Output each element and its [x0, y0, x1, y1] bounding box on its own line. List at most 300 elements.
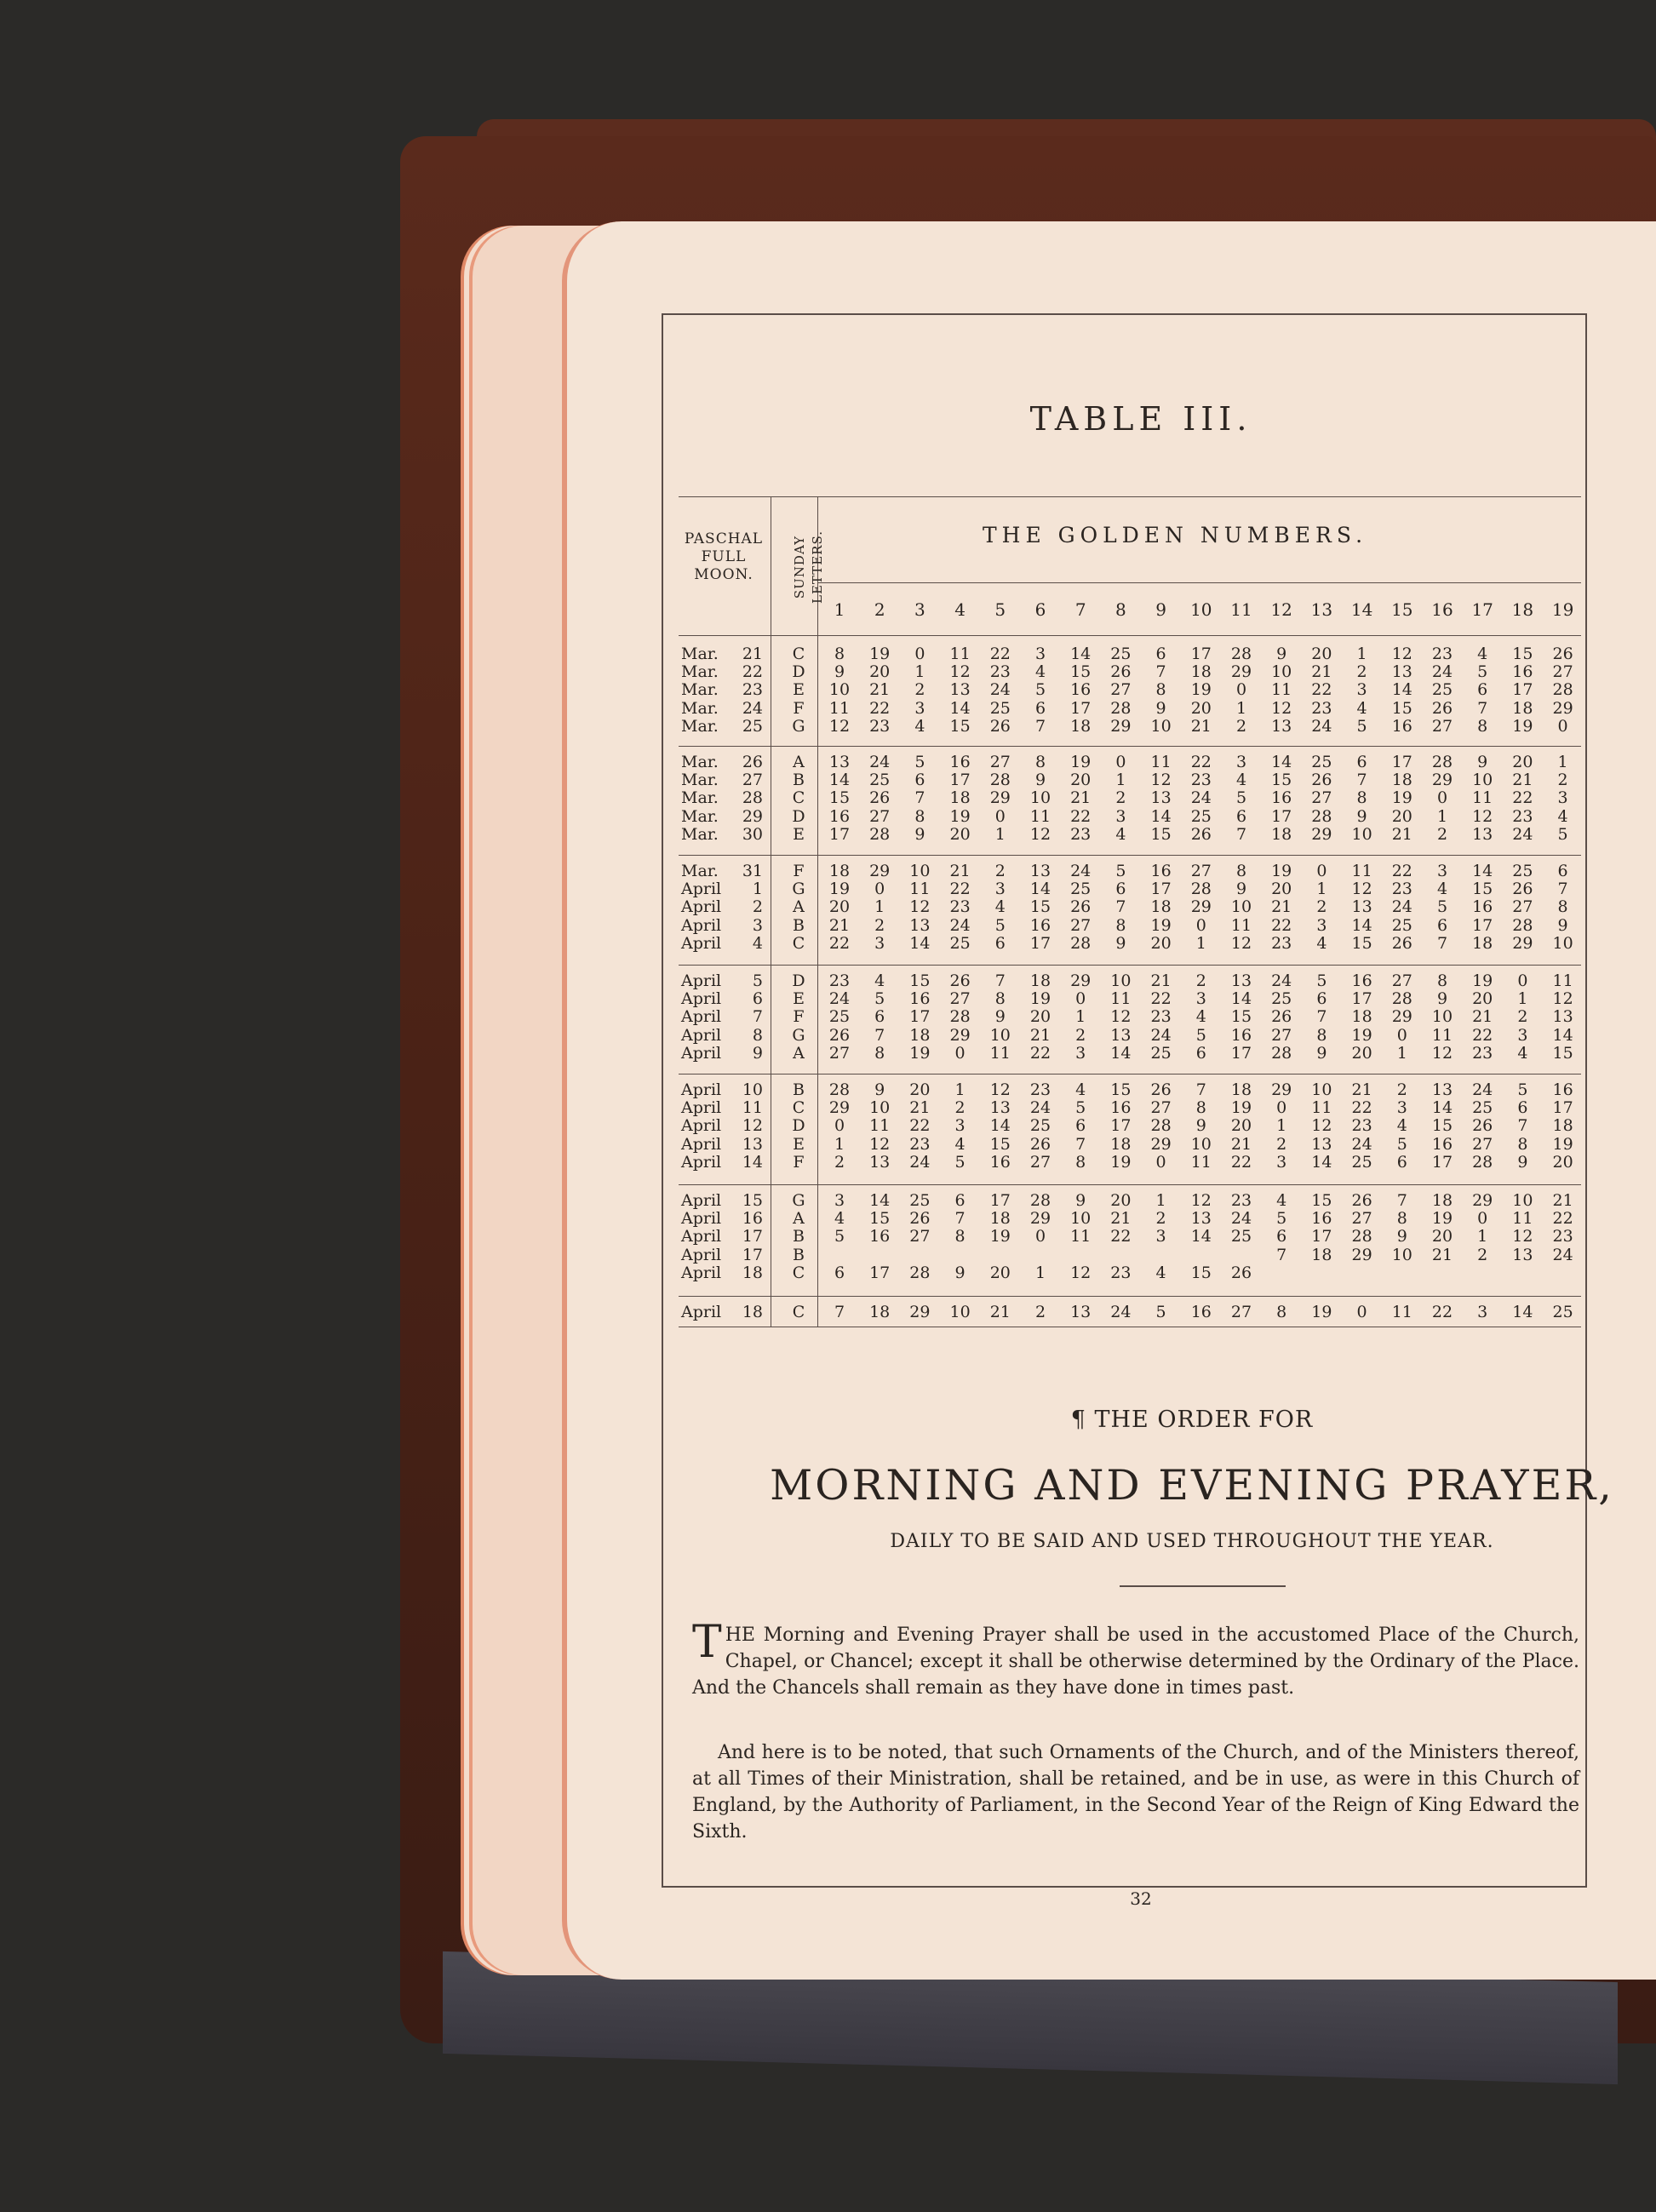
golden-number-cell: 19: [989, 1227, 1011, 1246]
golden-number-cell: 5: [1436, 897, 1448, 917]
paschal-day: 5: [752, 971, 763, 990]
golden-number-cell: 6: [1436, 915, 1448, 935]
golden-number-cell: 6: [1034, 698, 1046, 718]
golden-number-cell: 28: [1230, 645, 1252, 663]
golden-number-cell: 16: [1230, 1025, 1252, 1045]
golden-number-cell: 23: [1472, 1043, 1493, 1063]
golden-number-cell: 25: [1472, 1098, 1493, 1118]
sunday-letter: B: [793, 771, 805, 790]
golden-number-cell: 19: [1190, 680, 1212, 700]
golden-number-cell: 22: [1351, 1098, 1372, 1118]
golden-number-cell: 22: [1150, 989, 1172, 1009]
golden-number-cell: 17: [1150, 880, 1172, 899]
golden-number-cell: 28: [1311, 806, 1332, 826]
golden-number-cell: 20: [1431, 1227, 1453, 1246]
golden-number-cell: 9: [914, 824, 925, 844]
golden-number-cell: 13: [949, 680, 971, 700]
golden-number-cell: 15: [1150, 824, 1172, 844]
golden-number-cell: 14: [1311, 1152, 1332, 1172]
paschal-month: Mar.: [681, 698, 719, 718]
sunday-letter: B: [793, 1245, 805, 1264]
golden-number-cell: 4: [1115, 824, 1126, 844]
golden-number-cell: 6: [1477, 680, 1488, 700]
golden-number-cell: 8: [1115, 915, 1126, 935]
golden-number-cell: 10: [1431, 1007, 1453, 1027]
golden-number-cell: 6: [1517, 1098, 1528, 1118]
golden-number-cell: 4: [1075, 1080, 1086, 1099]
golden-number-cell: 22: [1391, 862, 1412, 880]
golden-number-cell: 4: [1436, 880, 1448, 899]
golden-number-cell: [1100, 1246, 1141, 1264]
golden-number-cell: 18: [869, 1303, 891, 1321]
golden-number-cell: 18: [1150, 897, 1172, 917]
golden-number-cell: 23: [1512, 806, 1533, 826]
golden-number-cell: 0: [1235, 680, 1247, 700]
golden-number-cell: 6: [914, 771, 925, 790]
golden-number-cell: 5: [1276, 1209, 1287, 1229]
golden-number-cell: 27: [1391, 971, 1412, 990]
golden-number-cell: 8: [1436, 971, 1448, 990]
golden-number-cell: 0: [1075, 989, 1086, 1009]
paschal-day: 15: [742, 1191, 763, 1210]
golden-number-cell: 12: [989, 1080, 1011, 1099]
golden-number-cell: [1422, 1264, 1463, 1282]
golden-number-cell: 0: [834, 1116, 845, 1136]
paschal-month: April: [681, 1134, 722, 1154]
golden-number-cell: 19: [1351, 1025, 1372, 1045]
golden-number-cell: 16: [1070, 680, 1092, 700]
golden-number-cell: 24: [1271, 971, 1292, 990]
golden-number-cell: 0: [1477, 1209, 1488, 1229]
sunday-letter: A: [793, 753, 805, 771]
golden-number-cell: 28: [1431, 753, 1453, 771]
paschal-day: 8: [752, 1025, 763, 1045]
golden-number-cell: [1060, 1246, 1101, 1264]
sunday-letter: G: [792, 880, 805, 899]
golden-number-cell: 14: [1472, 862, 1493, 880]
sunday-letter: B: [793, 915, 805, 935]
golden-number-cell: 24: [1230, 1209, 1252, 1229]
golden-number-cell: 22: [828, 933, 851, 953]
golden-number-cell: 24: [1311, 716, 1332, 736]
golden-number-cell: 21: [1552, 1191, 1573, 1210]
golden-number-cell: 21: [1271, 897, 1292, 917]
golden-number-1: 1: [834, 599, 845, 620]
drop-cap: T: [692, 1617, 722, 1668]
golden-number-cell: 27: [828, 1043, 851, 1063]
golden-number-cell: 16: [1431, 1134, 1453, 1154]
golden-number-cell: 27: [1512, 897, 1533, 917]
golden-number-cell: 23: [989, 662, 1011, 682]
golden-number-cell: 18: [1552, 1116, 1573, 1136]
golden-number-cell: 4: [1316, 933, 1327, 953]
golden-number-cell: 0: [1396, 1025, 1407, 1045]
golden-number-cell: 22: [1472, 1025, 1493, 1045]
golden-number-cell: 16: [1512, 662, 1533, 682]
golden-number-cell: 17: [989, 1191, 1011, 1210]
golden-number-cell: 2: [1517, 1007, 1528, 1027]
golden-number-cell: 3: [1477, 1303, 1488, 1321]
golden-number-cell: 2: [1075, 1025, 1086, 1045]
golden-number-cell: 7: [954, 1209, 966, 1229]
golden-number-cell: 25: [1190, 806, 1212, 826]
golden-number-cell: 8: [1316, 1025, 1327, 1045]
golden-number-cell: 8: [1155, 680, 1166, 700]
paschal-month: Mar.: [681, 753, 719, 771]
golden-number-cell: 9: [1436, 989, 1448, 1009]
golden-number-cell: 6: [874, 1007, 885, 1027]
golden-number-cell: 0: [874, 880, 885, 899]
golden-number-cell: 21: [1230, 1134, 1252, 1154]
golden-number-cell: 29: [1351, 1245, 1372, 1264]
golden-number-cell: 7: [1517, 1116, 1528, 1136]
golden-number-cell: 20: [1110, 1191, 1132, 1210]
sunday-letter: C: [792, 1098, 805, 1118]
golden-number-cell: 2: [1034, 1303, 1046, 1321]
golden-number-cell: 0: [994, 806, 1006, 826]
golden-number-cell: 13: [828, 753, 851, 771]
golden-number-cell: 6: [994, 933, 1006, 953]
paschal-day: 11: [742, 1098, 763, 1118]
paschal-day: 17: [742, 1227, 763, 1246]
golden-number-cell: 12: [1472, 806, 1493, 826]
golden-number-cell: 1: [1517, 989, 1528, 1009]
golden-number-cell: 7: [1195, 1080, 1206, 1099]
golden-number-cell: 25: [1271, 989, 1292, 1009]
golden-number-cell: 15: [909, 971, 931, 990]
golden-number-cell: 18: [1029, 971, 1051, 990]
table-top-rule: [679, 496, 1581, 497]
golden-number-17: 17: [1471, 599, 1493, 620]
golden-number-cell: 1: [1477, 1227, 1488, 1246]
col-sunday-letters: SUNDAY LETTERS.: [792, 530, 825, 604]
golden-number-cell: 1: [1075, 1007, 1086, 1027]
golden-number-cell: 4: [1235, 771, 1247, 790]
golden-number-cell: 16: [1552, 1080, 1573, 1099]
paschal-month: April: [681, 971, 722, 990]
golden-number-cell: 20: [949, 824, 971, 844]
golden-number-cell: 4: [1477, 645, 1488, 663]
golden-number-cell: 26: [869, 788, 891, 808]
golden-number-cell: 2: [994, 862, 1006, 880]
paschal-month: Mar.: [681, 662, 719, 682]
golden-number-cell: 6: [1356, 753, 1367, 771]
golden-number-cell: 1: [874, 897, 885, 917]
golden-number-cell: 20: [1190, 698, 1212, 718]
golden-number-cell: 28: [1029, 1191, 1051, 1210]
paschal-month: Mar.: [681, 771, 719, 790]
golden-number-cell: 20: [1472, 989, 1493, 1009]
golden-number-cell: 12: [869, 1134, 891, 1154]
golden-header-rule: [817, 582, 1581, 583]
golden-number-cell: 25: [1512, 862, 1533, 880]
paschal-month: April: [681, 933, 722, 953]
golden-number-cell: 20: [1311, 645, 1332, 663]
golden-number-cell: 2: [1396, 1080, 1407, 1099]
golden-number-cell: 12: [1391, 645, 1412, 663]
golden-number-cell: 24: [1391, 897, 1412, 917]
golden-number-cell: 20: [1391, 806, 1412, 826]
golden-number-cell: 28: [1351, 1227, 1372, 1246]
golden-number-cell: 12: [1150, 771, 1172, 790]
golden-number-cell: 27: [1472, 1134, 1493, 1154]
golden-number-cell: 10: [1311, 1080, 1332, 1099]
paschal-day: 4: [752, 933, 763, 953]
golden-number-cell: 7: [1316, 1007, 1327, 1027]
golden-number-cell: 5: [834, 1227, 845, 1246]
col-paschal-full-moon: PASCHAL FULL MOON.: [684, 530, 764, 583]
paschal-day: 6: [752, 989, 763, 1009]
golden-number-cell: 24: [1552, 1245, 1573, 1264]
golden-number-cell: [980, 1246, 1021, 1264]
golden-number-cell: 22: [1070, 806, 1092, 826]
golden-number-cell: 27: [1271, 1025, 1292, 1045]
paschal-month: Mar.: [681, 806, 719, 826]
paschal-day: 9: [752, 1043, 763, 1063]
golden-number-cell: 27: [1070, 915, 1092, 935]
golden-number-cell: 29: [1271, 1080, 1292, 1099]
golden-number-cell: 27: [1190, 862, 1212, 880]
golden-number-cell: 15: [869, 1209, 891, 1229]
golden-number-cell: 20: [1230, 1116, 1252, 1136]
golden-number-cell: 7: [1115, 897, 1126, 917]
golden-number-cell: 3: [954, 1116, 966, 1136]
golden-number-cell: 7: [1396, 1191, 1407, 1210]
golden-number-cell: 26: [1110, 662, 1132, 682]
golden-number-cell: 17: [1190, 645, 1212, 663]
golden-number-cell: 3: [1396, 1098, 1407, 1118]
golden-number-cell: 10: [1552, 933, 1573, 953]
golden-number-cell: 4: [874, 971, 885, 990]
golden-number-cell: 17: [828, 824, 851, 844]
golden-number-6: 6: [1034, 599, 1046, 620]
paschal-month: Mar.: [681, 645, 719, 663]
golden-number-cell: 17: [949, 771, 971, 790]
golden-number-cell: 22: [1271, 915, 1292, 935]
golden-number-cell: 3: [1356, 680, 1367, 700]
golden-number-cell: 28: [1472, 1152, 1493, 1172]
golden-number-cell: 26: [1190, 824, 1212, 844]
golden-number-cell: 11: [1230, 915, 1252, 935]
golden-number-cell: 27: [1029, 1152, 1051, 1172]
golden-number-cell: 26: [828, 1025, 851, 1045]
golden-number-cell: 29: [1190, 897, 1212, 917]
golden-number-cell: 2: [874, 915, 885, 935]
paschal-month: April: [681, 1245, 722, 1264]
sunday-letter: A: [793, 1043, 805, 1063]
golden-number-cell: 13: [1029, 862, 1051, 880]
golden-number-cell: 15: [1512, 645, 1533, 663]
golden-number-8: 8: [1115, 599, 1126, 620]
golden-number-cell: 25: [1230, 1227, 1252, 1246]
golden-number-cell: 7: [1034, 716, 1046, 736]
golden-number-cell: 28: [1190, 880, 1212, 899]
golden-number-cell: 2: [1356, 662, 1367, 682]
golden-number-cell: 17: [1110, 1116, 1132, 1136]
golden-number-cell: 26: [1311, 771, 1332, 790]
paschal-month: April: [681, 1025, 722, 1045]
golden-number-cell: 2: [1115, 788, 1126, 808]
golden-number-cell: 28: [869, 824, 891, 844]
golden-number-cell: 7: [1075, 1134, 1086, 1154]
golden-number-cell: 7: [1235, 824, 1247, 844]
golden-number-cell: 0: [1316, 862, 1327, 880]
golden-number-cell: 22: [1190, 753, 1212, 771]
golden-number-cell: 23: [949, 897, 971, 917]
golden-number-cell: 19: [1271, 862, 1292, 880]
paschal-month: April: [681, 989, 722, 1009]
golden-number-cell: 17: [1311, 1227, 1332, 1246]
golden-number-cell: 10: [909, 862, 931, 880]
golden-number-cell: 2: [1557, 771, 1568, 790]
golden-number-cell: 22: [1512, 788, 1533, 808]
golden-number-cell: 18: [1070, 716, 1092, 736]
golden-number-cell: 25: [909, 1191, 931, 1210]
golden-number-cell: 29: [869, 862, 891, 880]
golden-number-cell: 12: [1271, 698, 1292, 718]
golden-number-cell: 18: [1230, 1080, 1252, 1099]
golden-number-cell: 7: [1356, 771, 1367, 790]
golden-number-cell: 14: [1230, 989, 1252, 1009]
golden-number-cell: 24: [1351, 1134, 1372, 1154]
golden-number-cell: 4: [1557, 806, 1568, 826]
golden-number-cell: 5: [994, 915, 1006, 935]
rubric-paragraph-1: [692, 1617, 1579, 1701]
golden-number-cell: 7: [1557, 880, 1568, 899]
golden-number-cell: 2: [1316, 897, 1327, 917]
golden-number-cell: 5: [1557, 824, 1568, 844]
golden-number-cell: 11: [989, 1043, 1011, 1063]
golden-number-cell: 2: [1477, 1245, 1488, 1264]
golden-number-cell: 9: [954, 1263, 966, 1282]
sunday-letter: E: [793, 680, 805, 700]
golden-number-cell: 15: [1271, 771, 1292, 790]
sunday-letter: D: [792, 971, 805, 990]
golden-number-cell: 28: [1271, 1043, 1292, 1063]
golden-number-cell: [819, 1246, 860, 1264]
golden-number-cell: 9: [1356, 806, 1367, 826]
order-title: ¶ THE ORDER FOR: [1070, 1407, 1314, 1433]
golden-number-cell: 17: [1351, 989, 1372, 1009]
golden-number-cell: [1301, 1264, 1342, 1282]
golden-number-cell: 5: [1195, 1025, 1206, 1045]
golden-number-cell: 28: [1150, 1116, 1172, 1136]
golden-number-cell: 25: [1029, 1116, 1051, 1136]
golden-number-cell: 6: [954, 1191, 966, 1210]
golden-number-cell: 12: [1070, 1263, 1092, 1282]
golden-number-cell: 18: [1351, 1007, 1372, 1027]
golden-number-3: 3: [914, 599, 925, 620]
page-number: 32: [1130, 1888, 1152, 1909]
golden-number-cell: 13: [1391, 662, 1412, 682]
golden-number-cell: [940, 1246, 981, 1264]
paschal-month: April: [681, 1098, 722, 1118]
golden-number-cell: 22: [949, 880, 971, 899]
golden-number-cell: 9: [1276, 645, 1287, 663]
golden-number-cell: 26: [1070, 897, 1092, 917]
golden-number-cell: 28: [1512, 915, 1533, 935]
golden-number-cell: 18: [1391, 771, 1412, 790]
paschal-month: April: [681, 1007, 722, 1027]
golden-number-cell: 22: [1311, 680, 1332, 700]
golden-number-cell: 26: [1472, 1116, 1493, 1136]
golden-number-cell: 15: [1029, 897, 1051, 917]
golden-number-cell: 11: [1351, 862, 1372, 880]
golden-number-cell: 3: [994, 880, 1006, 899]
golden-number-cell: 23: [1070, 824, 1092, 844]
golden-number-cell: 16: [1190, 1303, 1212, 1321]
golden-number-cell: 25: [1552, 1303, 1573, 1321]
golden-number-16: 16: [1431, 599, 1453, 620]
paschal-month: April: [681, 1191, 722, 1210]
golden-number-cell: 17: [1230, 1043, 1252, 1063]
golden-number-cell: 0: [954, 1043, 966, 1063]
sunday-letter: F: [793, 1007, 805, 1027]
golden-number-cell: 9: [874, 1080, 885, 1099]
golden-number-cell: 12: [1110, 1007, 1132, 1027]
paschal-day: 23: [742, 680, 763, 700]
golden-number-cell: 14: [1110, 1043, 1132, 1063]
golden-number-cell: 6: [1195, 1043, 1206, 1063]
golden-number-cell: 14: [1351, 915, 1372, 935]
golden-number-cell: 15: [1070, 662, 1092, 682]
golden-number-9: 9: [1155, 599, 1166, 620]
golden-number-cell: 19: [909, 1043, 931, 1063]
golden-number-cell: 18: [1271, 824, 1292, 844]
golden-number-15: 15: [1391, 599, 1413, 620]
golden-number-cell: 20: [1070, 771, 1092, 790]
golden-number-cell: 12: [1230, 933, 1252, 953]
golden-number-cell: [1221, 1246, 1262, 1264]
golden-number-cell: 13: [1472, 824, 1493, 844]
golden-number-cell: 16: [1150, 862, 1172, 880]
order-heading: MORNING AND EVENING PRAYER,: [770, 1461, 1614, 1510]
paschal-day: 14: [742, 1152, 763, 1172]
golden-number-cell: 29: [1230, 662, 1252, 682]
golden-number-cell: 20: [989, 1263, 1011, 1282]
golden-number-cell: 9: [1477, 753, 1488, 771]
ornamental-rule: [1120, 1585, 1286, 1587]
golden-number-cell: 12: [949, 662, 971, 682]
golden-number-cell: 24: [909, 1152, 931, 1172]
paschal-day: 13: [742, 1134, 763, 1154]
golden-number-cell: 20: [909, 1080, 931, 1099]
golden-number-cell: 12: [1351, 880, 1372, 899]
golden-number-cell: 22: [909, 1116, 931, 1136]
golden-number-cell: 1: [1356, 645, 1367, 663]
header-bottom-rule: [679, 635, 1581, 636]
group-divider: [679, 746, 1581, 747]
golden-number-cell: 4: [834, 1209, 845, 1229]
golden-number-cell: 1: [1235, 698, 1247, 718]
golden-number-cell: [899, 1246, 940, 1264]
sunday-letter: G: [792, 1025, 805, 1045]
group-divider: [679, 965, 1581, 966]
sunday-letter: C: [792, 788, 805, 808]
golden-number-cell: 5: [1396, 1134, 1407, 1154]
golden-number-cell: 26: [989, 716, 1011, 736]
golden-number-cell: 9: [1034, 771, 1046, 790]
golden-number-cell: 29: [1070, 971, 1092, 990]
golden-number-cell: 25: [1110, 645, 1132, 663]
golden-number-cell: 22: [989, 645, 1011, 663]
paschal-month: April: [681, 1152, 722, 1172]
golden-number-cell: 15: [828, 788, 851, 808]
golden-number-cell: 21: [828, 915, 851, 935]
paschal-day: 21: [742, 645, 763, 663]
golden-number-cell: 13: [989, 1098, 1011, 1118]
golden-number-cell: 17: [1512, 680, 1533, 700]
